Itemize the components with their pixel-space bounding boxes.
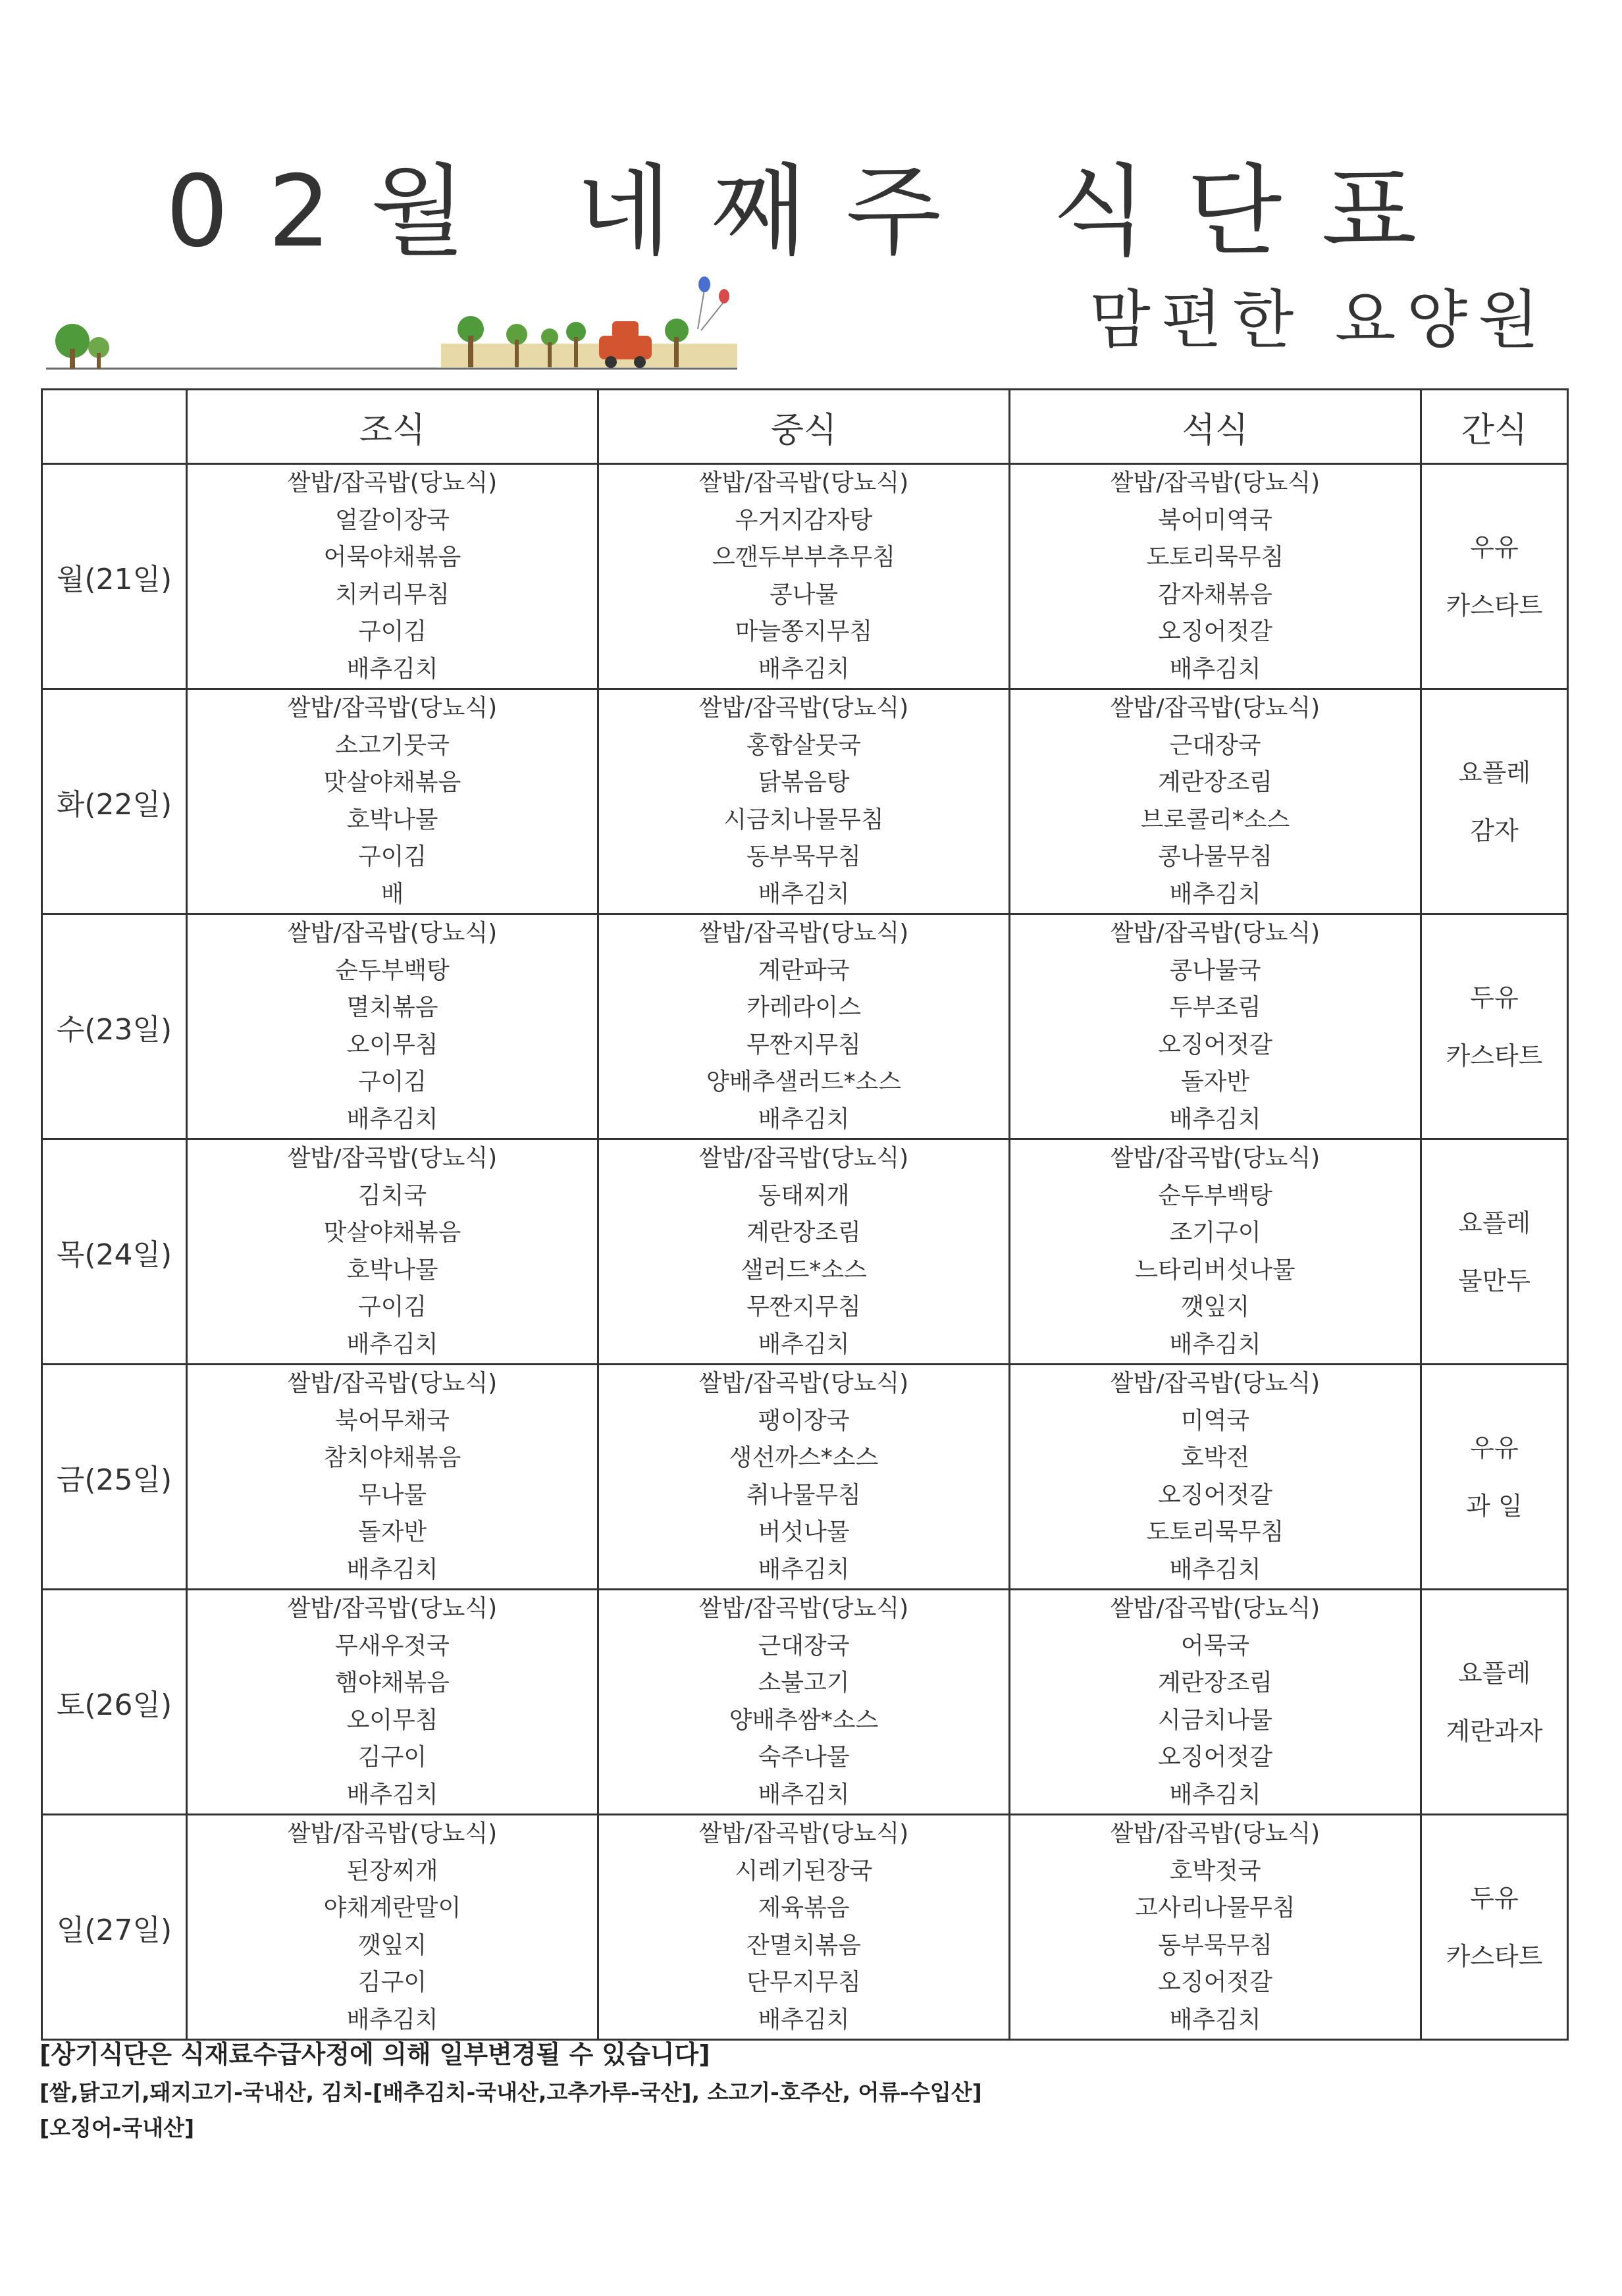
menu-item: 감자채볶음: [1158, 581, 1272, 608]
menu-item: 순두부백탕: [1158, 1182, 1272, 1209]
menu-item: 오이무침: [346, 1031, 438, 1058]
dinner-cell: [1010, 689, 1421, 914]
day-label: 월(21일): [42, 464, 187, 689]
menu-item: 호박젓국: [1169, 1857, 1261, 1885]
snack-item: 물만두: [1457, 1266, 1531, 1295]
header-day: [42, 390, 187, 464]
menu-item: 쌀밥/잡곡밥(당뇨식): [698, 1595, 909, 1622]
day-row: [42, 914, 1568, 1139]
menu-item: 팽이장국: [758, 1407, 850, 1434]
menu-item: 카레라이스: [746, 994, 861, 1021]
notes: [39, 2034, 982, 2146]
snack-cell: [1421, 689, 1568, 914]
snack-cell: [1421, 1139, 1568, 1365]
lunch-cell: [598, 1365, 1010, 1590]
menu-item: 오징어젓갈: [1158, 1969, 1272, 1996]
snack-item: 요플레: [1457, 1658, 1531, 1688]
header-snack: 간식: [1421, 390, 1568, 464]
menu-item: 쌀밥/잡곡밥(당뇨식): [287, 920, 498, 947]
menu-item: 호박나물: [346, 806, 438, 833]
menu-item: 맛살야채볶음: [323, 1219, 461, 1246]
menu-item: 배추김치: [346, 1555, 438, 1583]
menu-item: 배추김치: [346, 2006, 438, 2033]
menu-item: 순두부백탕: [335, 956, 450, 984]
day-row: [42, 1590, 1568, 1815]
snack-cell: [1421, 1815, 1568, 2040]
snack-item: 요플레: [1457, 1208, 1531, 1238]
breakfast-cell: [187, 1139, 598, 1365]
day-label: 토(26일): [42, 1590, 187, 1815]
snack-item: 두유: [1470, 983, 1519, 1012]
menu-item: 배추김치: [758, 1555, 850, 1583]
menu-item: 배추김치: [1169, 1330, 1261, 1358]
menu-item: 배추김치: [1169, 1105, 1261, 1133]
snack-item: 두유: [1470, 1883, 1519, 1913]
menu-item: 쌀밥/잡곡밥(당뇨식): [287, 1820, 498, 1847]
menu-item: 단무지무침: [746, 1969, 861, 1996]
menu-item: 김구이: [357, 1969, 427, 1996]
menu-item: 도토리묵무침: [1146, 1519, 1284, 1546]
breakfast-cell: [187, 689, 598, 914]
menu-item: 우거지감자탕: [735, 506, 873, 534]
menu-item: 양배추샐러드*소스: [706, 1068, 902, 1095]
day-row: [42, 1815, 1568, 2040]
menu-item: 쌀밥/잡곡밥(당뇨식): [287, 1595, 498, 1622]
meal-plan-table: [41, 388, 1569, 2041]
menu-item: 샐러드*소스: [741, 1256, 867, 1284]
menu-item: 배추김치: [1169, 880, 1261, 908]
menu-item: 멸치볶음: [346, 994, 438, 1021]
menu-item: 어묵국: [1180, 1632, 1250, 1659]
facility-name: 맘편한 요양원: [1089, 283, 1550, 357]
menu-item: 배: [380, 880, 404, 908]
menu-item: 계란장조림: [1158, 1669, 1272, 1696]
menu-item: 김치국: [357, 1182, 427, 1209]
header-lunch: 중식: [598, 390, 1010, 464]
menu-item: 오이무침: [346, 1706, 438, 1734]
menu-item: 콩나물무침: [1158, 843, 1272, 870]
menu-item: 무새우젓국: [335, 1632, 450, 1659]
menu-item: 북어무채국: [335, 1407, 450, 1434]
day-label: 일(27일): [42, 1815, 187, 2040]
menu-item: 배추김치: [346, 1105, 438, 1133]
menu-item: 쌀밥/잡곡밥(당뇨식): [1110, 1145, 1321, 1172]
menu-item: 쌀밥/잡곡밥(당뇨식): [1110, 694, 1321, 721]
menu-item: 두부조림: [1169, 994, 1261, 1021]
tree-icon: [55, 324, 90, 369]
menu-item: 마늘쫑지무침: [735, 618, 873, 645]
menu-item: 배추김치: [1169, 2006, 1261, 2033]
dinner-cell: [1010, 1139, 1421, 1365]
menu-item: 무짠지무침: [746, 1293, 861, 1320]
menu-item: 야채계란말이: [323, 1894, 461, 1921]
lunch-cell: [598, 1815, 1010, 2040]
day-label: 금(25일): [42, 1365, 187, 1590]
snack-item: 계란과자: [1446, 1716, 1543, 1746]
menu-item: 잔멸치볶음: [746, 1931, 861, 1959]
note-origin: [쌀,닭고기,돼지고기-국내산, 김치-[배추김치-국내산,고추가루-국산], 소고기-호주산, 어류-수입산]: [39, 2079, 982, 2105]
lunch-cell: [598, 1139, 1010, 1365]
menu-item: 느타리버섯나물: [1135, 1256, 1295, 1284]
menu-item: 시금치나물: [1158, 1706, 1272, 1734]
sand-patch: [441, 344, 737, 367]
menu-item: 닭볶음탕: [758, 769, 850, 796]
decorative-drawing: [39, 270, 764, 375]
menu-item: 구이김: [357, 1068, 427, 1095]
menu-item: 배추김치: [346, 655, 438, 683]
menu-item: 쌀밥/잡곡밥(당뇨식): [1110, 469, 1321, 496]
menu-item: 구이김: [357, 618, 427, 645]
snack-item: 과 일: [1466, 1491, 1523, 1521]
menu-item: 동태찌개: [758, 1182, 850, 1209]
menu-item: 구이김: [357, 1293, 427, 1320]
menu-item: 호박나물: [346, 1256, 438, 1284]
menu-item: 배추김치: [1169, 655, 1261, 683]
menu-item: 계란장조림: [746, 1219, 861, 1246]
breakfast-cell: [187, 914, 598, 1139]
menu-item: 쌀밥/잡곡밥(당뇨식): [698, 1370, 909, 1397]
menu-item: 구이김: [357, 843, 427, 870]
menu-item: 오징어젓갈: [1158, 1031, 1272, 1058]
menu-item: 햄야채볶음: [335, 1669, 450, 1696]
menu-item: 생선까스*소스: [729, 1444, 879, 1471]
menu-item: 치커리무침: [335, 581, 450, 608]
lunch-cell: [598, 689, 1010, 914]
menu-item: 시레기된장국: [735, 1857, 873, 1885]
menu-item: 무짠지무침: [746, 1031, 861, 1058]
day-label: 수(23일): [42, 914, 187, 1139]
menu-item: 무나물: [357, 1481, 427, 1509]
menu-item: 배추김치: [1169, 1781, 1261, 1808]
snack-item: 카스타트: [1446, 590, 1543, 620]
menu-item: 깻잎지: [357, 1931, 427, 1959]
dinner-cell: [1010, 914, 1421, 1139]
note-change-notice: [상기식단은 식재료수급사정에 의해 일부변경될 수 있습니다]: [39, 2040, 710, 2069]
menu-item: 제육볶음: [758, 1894, 850, 1921]
menu-item: 북어미역국: [1158, 506, 1272, 534]
menu-item: 맛살야채볶음: [323, 769, 461, 796]
menu-item: 미역국: [1180, 1407, 1250, 1434]
menu-item: 소불고기: [758, 1669, 850, 1696]
menu-item: 배추김치: [758, 1105, 850, 1133]
breakfast-cell: [187, 1590, 598, 1815]
balloon-icon: [698, 276, 729, 330]
menu-item: 소고기뭇국: [335, 731, 450, 759]
menu-item: 홍합살뭇국: [746, 731, 861, 759]
dinner-cell: [1010, 464, 1421, 689]
menu-item: 근대장국: [758, 1632, 850, 1659]
menu-item: 오징어젓갈: [1158, 1744, 1272, 1771]
menu-item: 김구이: [357, 1744, 427, 1771]
menu-item: 도토리묵무침: [1146, 544, 1284, 571]
menu-item: 배추김치: [346, 1781, 438, 1808]
lunch-cell: [598, 464, 1010, 689]
menu-item: 얼갈이장국: [335, 506, 450, 534]
menu-item: 배추김치: [1169, 1555, 1261, 1583]
lunch-cell: [598, 914, 1010, 1139]
menu-item: 돌자반: [357, 1519, 427, 1546]
menu-item: 어묵야채볶음: [323, 544, 461, 571]
day-label: 목(24일): [42, 1139, 187, 1365]
day-row: [42, 689, 1568, 914]
menu-item: 쌀밥/잡곡밥(당뇨식): [287, 469, 498, 496]
snack-item: 카스타트: [1446, 1041, 1543, 1070]
dinner-cell: [1010, 1815, 1421, 2040]
menu-item: 배추김치: [758, 880, 850, 908]
breakfast-cell: [187, 1815, 598, 2040]
menu-item: 쌀밥/잡곡밥(당뇨식): [1110, 1370, 1321, 1397]
dinner-cell: [1010, 1590, 1421, 1815]
menu-item: 쌀밥/잡곡밥(당뇨식): [698, 469, 909, 496]
menu-item: 동부묵무침: [746, 843, 861, 870]
menu-item: 브로콜리*소스: [1140, 806, 1290, 833]
menu-item: 콩나물: [769, 581, 839, 608]
day-row: [42, 1365, 1568, 1590]
menu-item: 배추김치: [758, 1330, 850, 1358]
lunch-cell: [598, 1590, 1010, 1815]
snack-cell: [1421, 1590, 1568, 1815]
menu-item: 동부묵무침: [1158, 1931, 1272, 1959]
menu-item: 쌀밥/잡곡밥(당뇨식): [698, 1145, 909, 1172]
snack-cell: [1421, 914, 1568, 1139]
tree-icon: [88, 337, 109, 369]
menu-item: 쌀밥/잡곡밥(당뇨식): [698, 694, 909, 721]
menu-item: 쌀밥/잡곡밥(당뇨식): [1110, 1595, 1321, 1622]
day-label: 화(22일): [42, 689, 187, 914]
snack-item: 감자: [1470, 816, 1519, 845]
table-header-row: [42, 390, 1568, 464]
header-breakfast: 조식: [187, 390, 598, 464]
menu-item: 쌀밥/잡곡밥(당뇨식): [287, 1145, 498, 1172]
snack-item: 우유: [1470, 533, 1519, 562]
snack-item: 카스타트: [1446, 1941, 1543, 1971]
menu-item: 시금치나물무침: [723, 806, 884, 833]
menu-item: 배추김치: [758, 655, 850, 683]
menu-item: 된장찌개: [346, 1857, 438, 1885]
menu-item: 배추김치: [346, 1330, 438, 1358]
menu-item: 고사리나물무침: [1135, 1894, 1295, 1921]
note-origin-squid: [오징어-국내산]: [39, 2115, 195, 2141]
menu-item: 오징어젓갈: [1158, 618, 1272, 645]
snack-cell: [1421, 464, 1568, 689]
menu-item: 근대장국: [1169, 731, 1261, 759]
menu-item: 버섯나물: [758, 1519, 850, 1546]
menu-item: 배추김치: [758, 1781, 850, 1808]
menu-item: 배추김치: [758, 2006, 850, 2033]
menu-item: 오징어젓갈: [1158, 1481, 1272, 1509]
menu-item: 계란파국: [758, 956, 850, 984]
menu-item: 호박전: [1180, 1444, 1250, 1471]
snack-item: 우유: [1470, 1433, 1519, 1463]
menu-item: 깻잎지: [1180, 1293, 1250, 1320]
breakfast-cell: [187, 1365, 598, 1590]
menu-item: 쌀밥/잡곡밥(당뇨식): [1110, 1820, 1321, 1847]
breakfast-cell: [187, 464, 598, 689]
snack-item: 요플레: [1457, 758, 1531, 787]
day-row: [42, 1139, 1568, 1365]
menu-item: 쌀밥/잡곡밥(당뇨식): [287, 694, 498, 721]
menu-item: 취나물무침: [746, 1481, 861, 1509]
header-dinner: 석식: [1010, 390, 1421, 464]
menu-item: 으깬두부부추무침: [712, 544, 896, 571]
menu-item: 양배추쌈*소스: [729, 1706, 879, 1734]
page-title: 02월 네째주 식단표: [165, 155, 1457, 269]
snack-cell: [1421, 1365, 1568, 1590]
menu-item: 콩나물국: [1169, 956, 1261, 984]
menu-item: 쌀밥/잡곡밥(당뇨식): [698, 1820, 909, 1847]
day-row: [42, 464, 1568, 689]
menu-item: 조기구이: [1169, 1219, 1261, 1246]
menu-item: 쌀밥/잡곡밥(당뇨식): [698, 920, 909, 947]
menu-item: 쌀밥/잡곡밥(당뇨식): [287, 1370, 498, 1397]
menu-item: 숙주나물: [758, 1744, 850, 1771]
menu-item: 돌자반: [1180, 1068, 1250, 1095]
menu-item: 쌀밥/잡곡밥(당뇨식): [1110, 920, 1321, 947]
menu-item: 계란장조림: [1158, 769, 1272, 796]
dinner-cell: [1010, 1365, 1421, 1590]
menu-item: 참치야채볶음: [323, 1444, 461, 1471]
